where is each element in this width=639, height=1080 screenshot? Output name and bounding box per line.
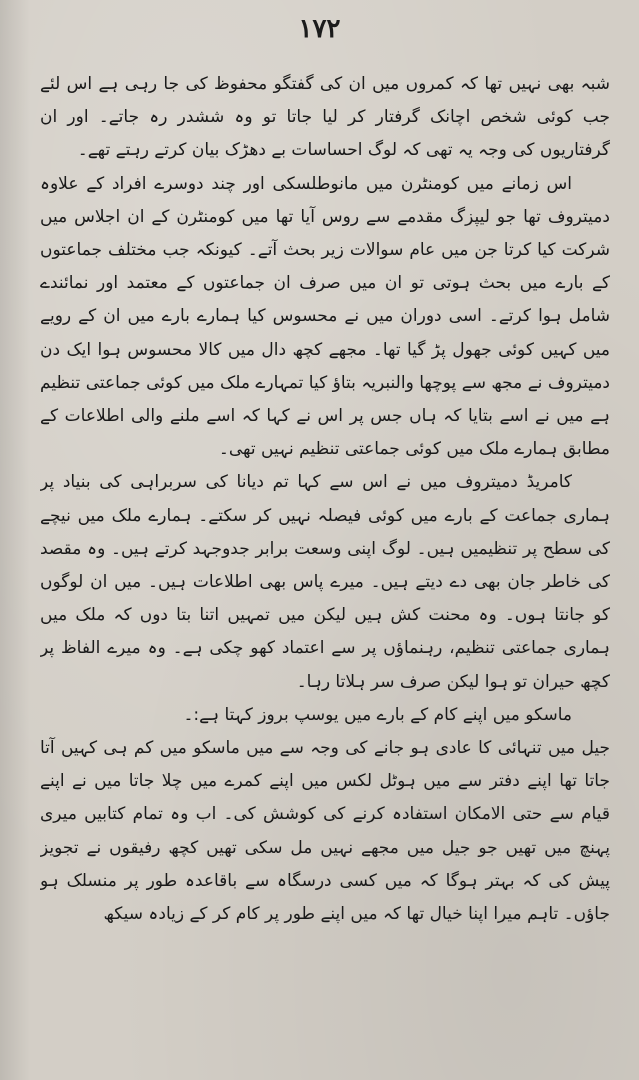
page-number: ۱۷۲ (298, 14, 341, 44)
paragraph: جیل میں تنہائی کا عادی ہو جانے کی وجہ سے میں ماسکو میں کم ہی کہیں آتا جاتا تھا اپنے دفتر سے میں ہوٹل لکس میں اپنے کمرے میں چلا جاتا میں نے اپنے قیام سے حتی الامکان استفادہ کرنے کی کوشش کی۔ اب وہ تمام کتابیں میری پہنچ میں تھیں جو جیل میں مجھے نہیں مل سکی تھیں کچھ رفیقوں نے تجویز پیش کی کہ بہتر ہوگا کہ میں کسی درسگاہ سے باقاعدہ طور پر منسلک ہو جاؤں۔ تاہم میرا اپنا خیال تھا کہ میں اپنے طور پر کام کر کے زیادہ سیکھ (40, 738, 610, 925)
page-body-text (40, 68, 610, 1068)
paragraph: کامریڈ دمیتروف میں نے اس سے کہا تم دیانا کی سربراہی کی بنیاد پر ہماری جماعت کے بارے میں کوئی فیصلہ نہیں کر سکتے۔ ہمارے ملک میں نیچے کی سطح پر تنظیمیں ہیں۔ لوگ اپنی وسعت برابر جدوجہد کرتے ہیں۔ وہ مقصد کی خاطر جان بھی دے دیتے ہیں۔ میرے پاس بھی اطلاعات ہیں۔ میں ان لوگوں کو جانتا ہوں۔ وہ محنت کش ہیں لیکن میں تمہیں اتنا بتا دوں کہ ملک میں ہماری جماعتی تنظیم، رہنماؤں پر سے اعتماد کھو چکی ہے۔ وہ میرے الفاظ پر کچھ حیران تو ہوا لیکن صرف سر ہلاتا رہا۔ (40, 472, 610, 692)
paragraph: ماسکو میں اپنے کام کے بارے میں یوسپ بروز کہتا ہے:۔ (183, 704, 572, 725)
paragraph: اس زمانے میں کومنٹرن میں مانوطلسکی اور چند دوسرے افراد کے علاوہ دمیتروف تھا جو لیپزگ مقدمے سے روس آیا تھا میں کومنٹرن کے ان اجلاس میں شرکت کیا کرتا جن میں عام سوالات زیر بحث آتے۔ کیونکہ جب مختلف جماعتوں کے بارے میں بحث ہوتی تو ان میں صرف ان جماعتوں کے معتمد اور نمائندے شامل ہوا کرتے۔ اسی دوران میں نے محسوس کیا ہمارے بارے میں ان کے رویے میں کہیں کوئی جھول پڑ گیا تھا۔ مجھے کچھ دال میں کالا محسوس ہوا ایک دن دمیتروف نے مجھ سے پوچھا والنبریہ بتاؤ کیا تمہارے ملک میں کوئی جماعتی تنظیم ہے میں نے اسے بتایا کہ ہاں جس پر اس نے کہا کہ اسے ملنے والی اطلاعات کے مطابق ہمارے ملک میں کوئی جماعتی تنظیم نہیں تھی۔ (40, 173, 610, 460)
paragraph: شبہ بھی نہیں تھا کہ کمروں میں ان کی گفتگو محفوظ کی جا رہی ہے اس لئے جب کوئی شخص اچانک گرفتار کر لیا جاتا تو وہ ششدر رہ جاتے۔ اور ان گرفتاریوں کی وجہ یہ تھی کہ لوگ احساسات بے دھڑک بیان کرتے رہتے تھے۔ (40, 74, 610, 161)
page-fold-shadow (0, 0, 30, 1080)
